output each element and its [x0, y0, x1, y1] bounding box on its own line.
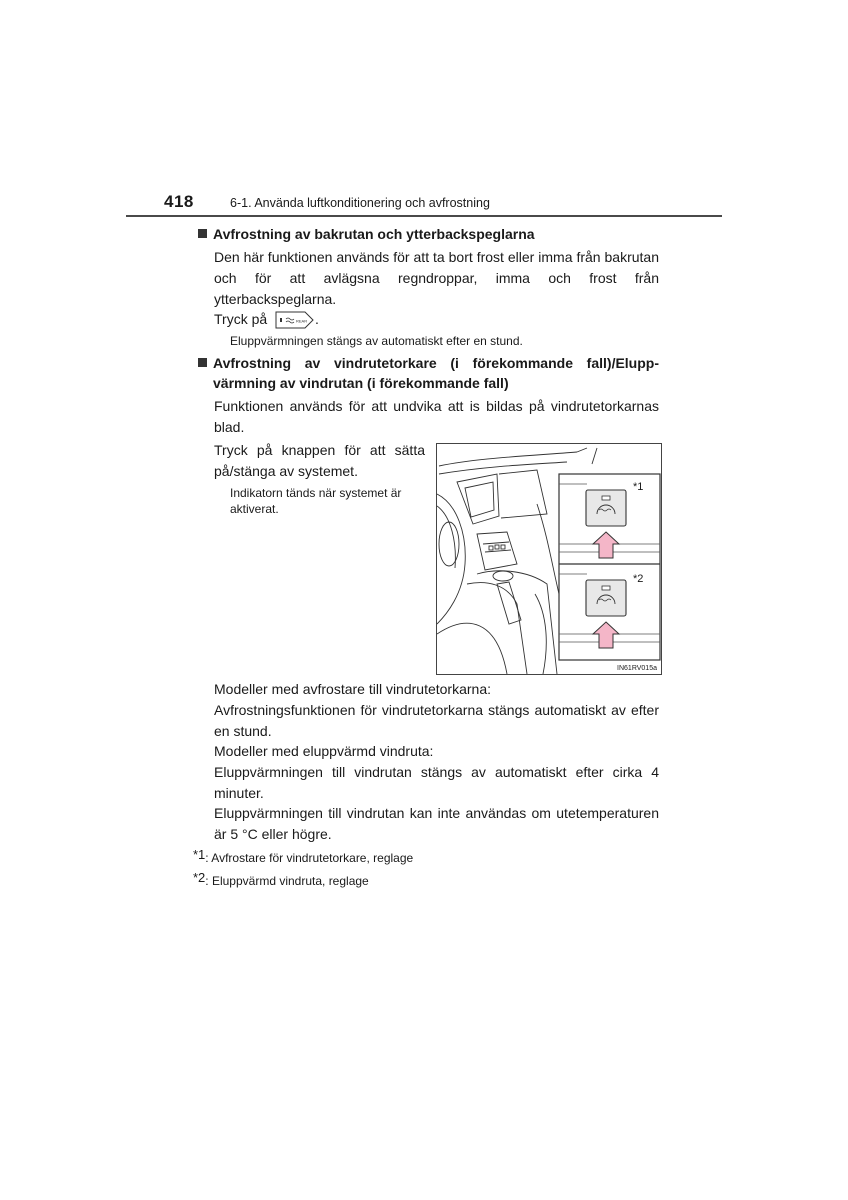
- paragraph-windshield-models: [214, 741, 659, 804]
- footnote-mark: *2: [193, 870, 206, 885]
- rear-defrost-button-icon: [275, 311, 315, 329]
- paragraph-lead: Modeller med eluppvärmd vindruta:: [214, 743, 434, 759]
- dashboard-figure: [436, 443, 662, 675]
- square-bullet-icon: [198, 358, 207, 367]
- press-prefix: Tryck på: [214, 311, 268, 327]
- header-rule: [126, 215, 722, 217]
- paragraph-temperature-limit: Eluppvärmningen till vindrutan kan inte användas om utetemperaturen är 5 °C eller högre.: [214, 805, 659, 842]
- section2-intro: Funktionen används för att undvika att is bildas på vindrutetorkarnas blad.: [214, 398, 659, 435]
- wiper-deicer-switch: [586, 490, 626, 526]
- section-heading-wiper-deicer: [198, 353, 659, 393]
- section1-note: Eluppvärmningen stängs av automatiskt efter en stund.: [230, 334, 523, 348]
- page-number: 418: [164, 192, 194, 211]
- paragraph-wiper-models: [214, 679, 659, 742]
- press-instruction: [214, 309, 319, 330]
- footnote-text: : Avfrostare för vindrutetorkare, reglage: [205, 851, 414, 865]
- indicator-note: Indikatorn tänds när systemet är aktiverat.: [230, 486, 402, 516]
- paragraph-text: Eluppvärmningen till vindrutan stängs av automatiskt efter cirka 4 minuter.: [214, 764, 659, 801]
- section-heading-text: Avfrostning av bakrutan och ytterbackspeglarna: [213, 226, 535, 242]
- square-bullet-icon: [198, 229, 207, 238]
- figure-code: IN61RV015a: [617, 665, 657, 672]
- callout-1: *1: [633, 481, 644, 493]
- footnote-text: : Eluppvärmd vindruta, reglage: [205, 874, 369, 888]
- section2-instruction: Tryck på knappen för att sätta på/stänga av systemet.: [214, 442, 425, 479]
- section1-body: Den här funktionen används för att ta bort frost eller imma från bakrutan och för att avlägsna regndroppar, imma och frost från ytterbackspeglarna.: [214, 249, 659, 307]
- paragraph-lead: Modeller med avfrostare till vindrutetorkarna:: [214, 681, 492, 697]
- press-suffix: .: [315, 311, 319, 327]
- paragraph-text: Avfrostningsfunktionen för vindrutetorkarna stängs automatiskt av efter en stund.: [214, 702, 659, 739]
- svg-text:REAR: REAR: [296, 318, 308, 324]
- running-head: 6-1. Använda luftkonditionering och avfrostning: [230, 196, 490, 210]
- footnote-1: [193, 847, 413, 866]
- footnote-mark: *1: [193, 847, 206, 862]
- section-heading-line1: Avfrostning av vindrutetorkare (i förekommande fall)/Elupp-: [213, 355, 659, 371]
- section-heading-rear-defrost: [198, 224, 535, 244]
- callout-2: *2: [633, 573, 644, 585]
- heated-windshield-switch: [586, 580, 626, 616]
- dashboard-illustration: [437, 444, 661, 674]
- footnote-2: [193, 870, 369, 889]
- section-heading-line2: värmning av vindrutan (i förekommande fall): [213, 375, 509, 391]
